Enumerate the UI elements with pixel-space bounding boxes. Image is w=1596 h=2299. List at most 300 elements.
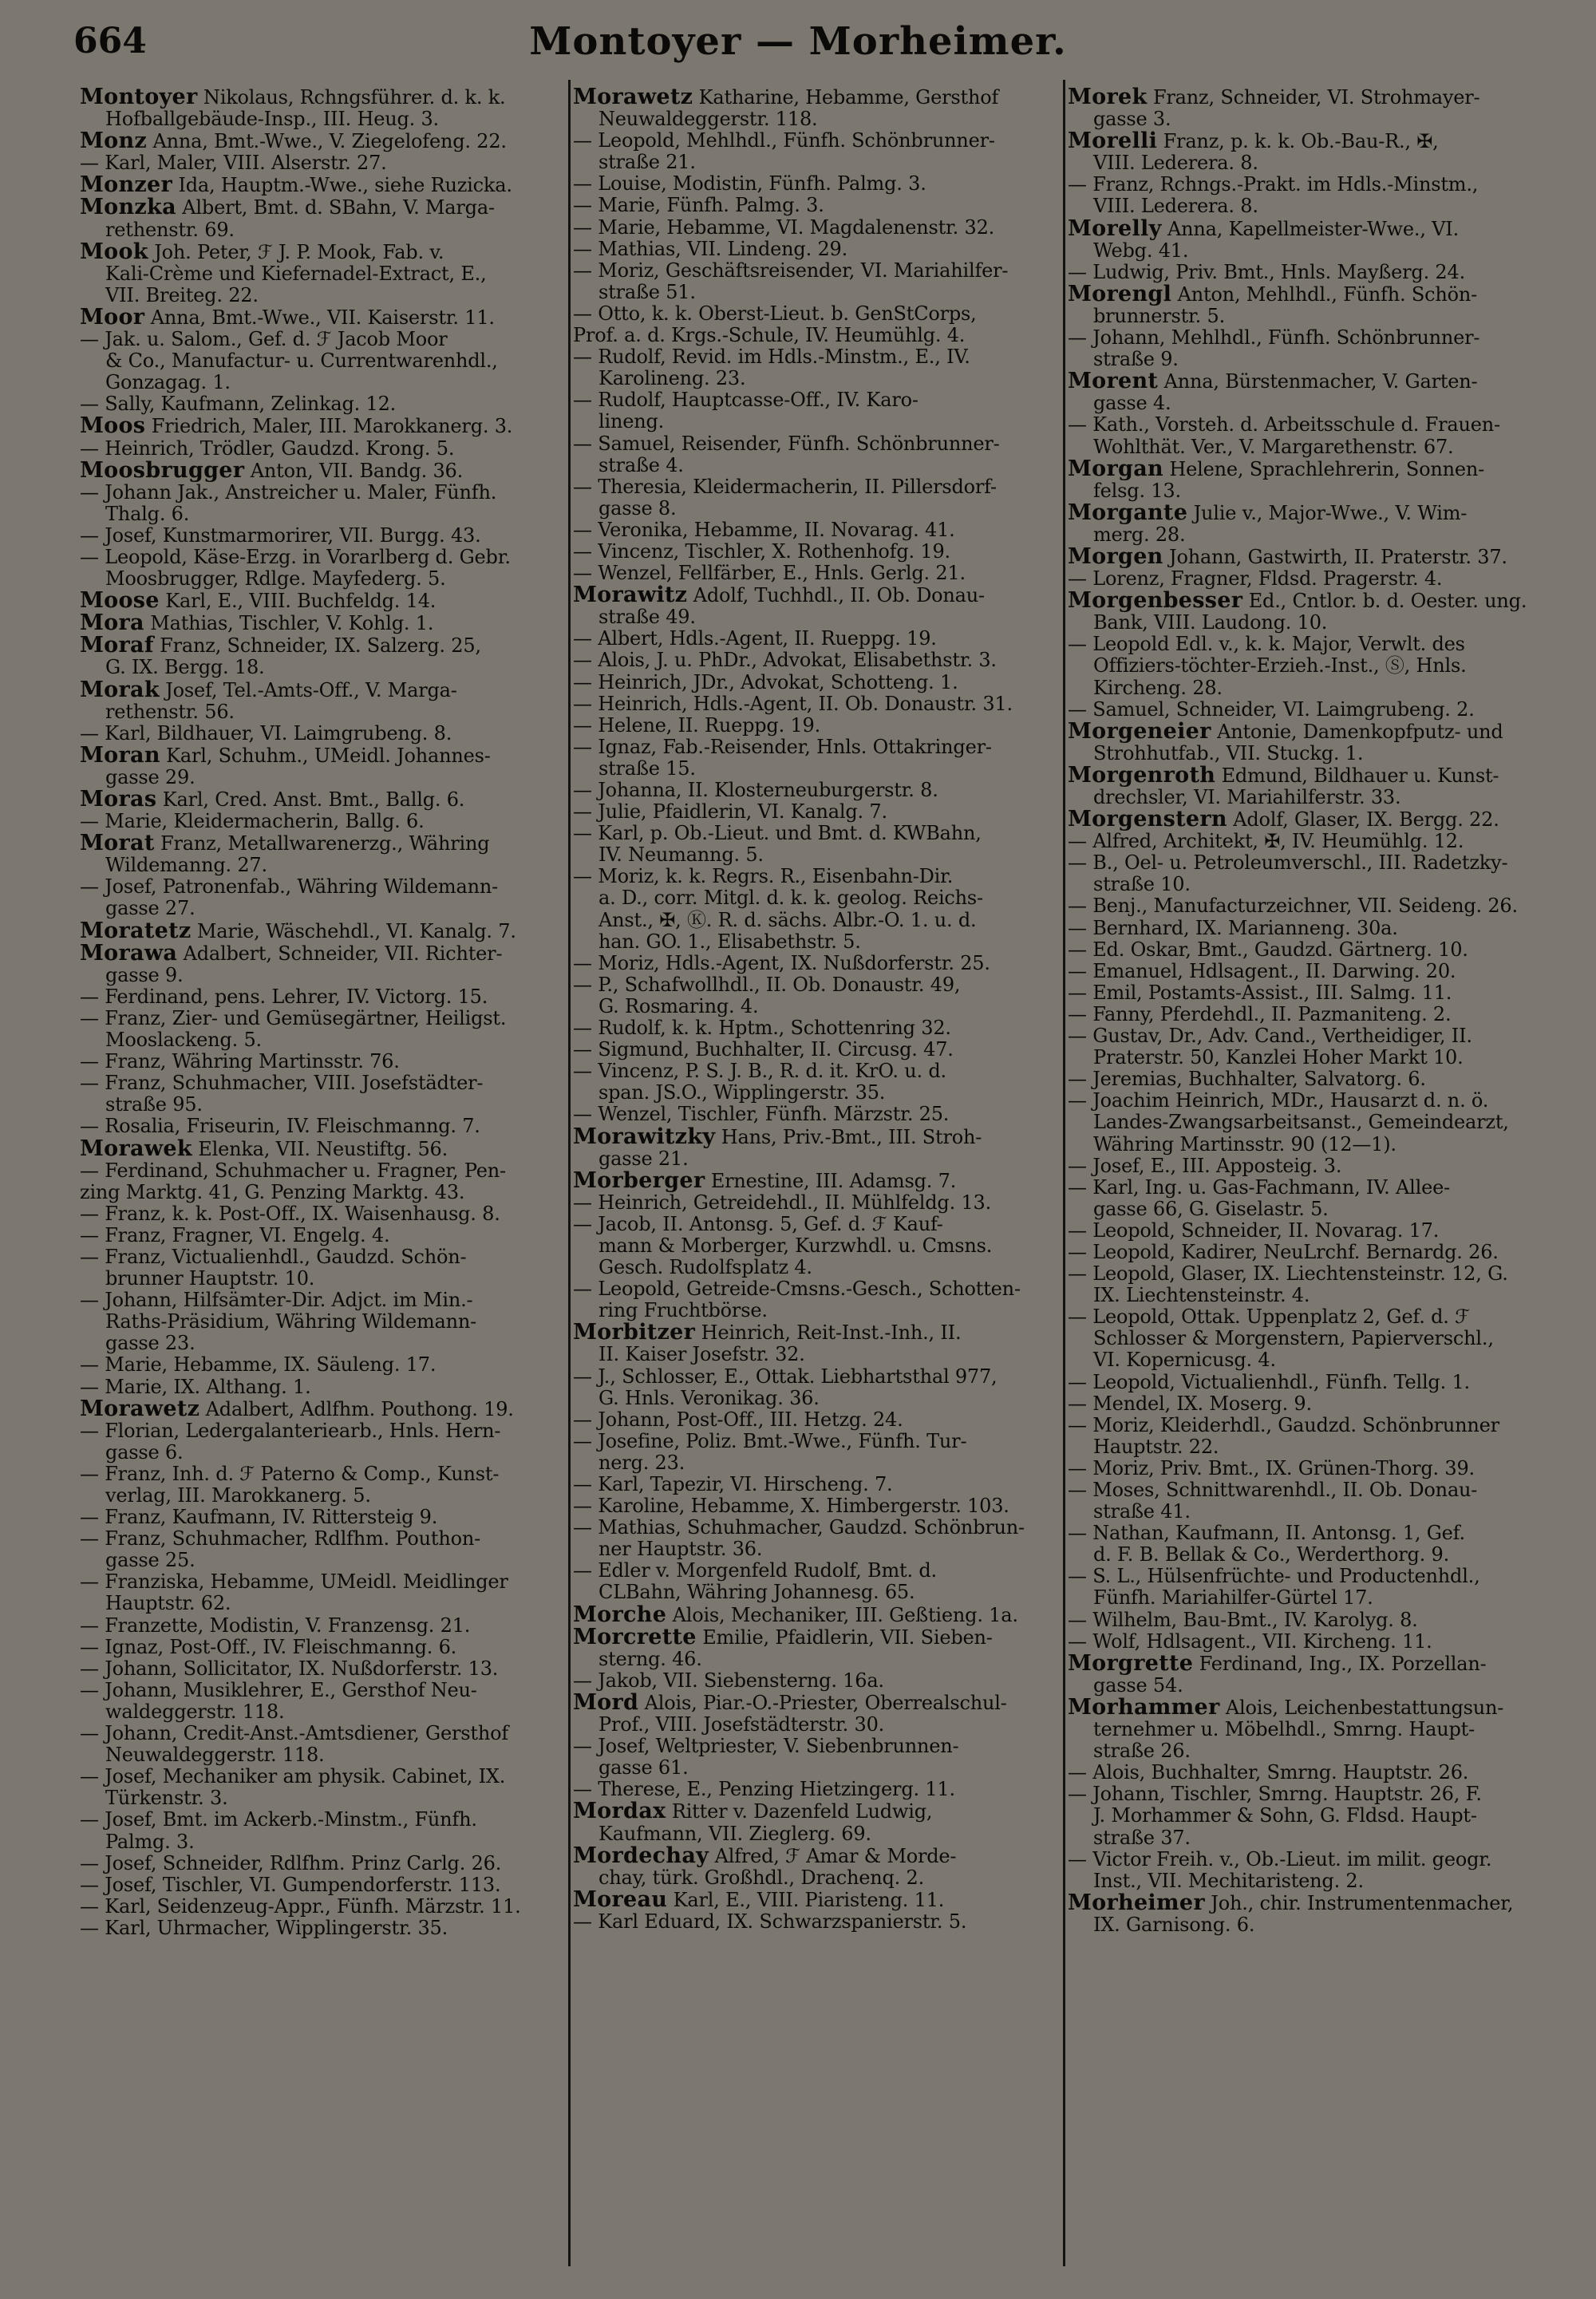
directory-entry: Kaufmann, VII. Zieglerg. 69. — [598, 1823, 871, 1845]
directory-entry: IV. Neumanng. 5. — [598, 844, 764, 867]
directory-entry: Moran Karl, Schuhm., UMeidl. Johannes- — [80, 744, 491, 767]
directory-entry: & Co., Manufactur- u. Currentwarenhdl., — [105, 350, 498, 373]
surname: Morgeneier — [1068, 720, 1211, 743]
surname: Morelli — [1068, 130, 1158, 153]
directory-entry: — Franz, Schuhmacher, Rdlfhm. Pouthon- — [80, 1528, 481, 1550]
directory-entry: — Leopold, Kadirer, NeuLrchf. Bernardg. 26. — [1068, 1241, 1499, 1263]
directory-entry: Montoyer Nikolaus, Rchngsführer. d. k. k. — [80, 86, 506, 109]
directory-entry: straße 37. — [1093, 1827, 1191, 1849]
directory-entry: Prof., VIII. Josefstädterstr. 30. — [598, 1714, 885, 1736]
directory-entry: J. Morhammer & Sohn, G. Fldsd. Haupt- — [1093, 1805, 1477, 1827]
directory-entry: — Otto, k. k. Oberst-Lieut. b. GenStCorps, — [573, 302, 977, 325]
column-left — [80, 86, 567, 2273]
directory-entry: — Josef, Mechaniker am physik. Cabinet, IX. — [80, 1766, 506, 1788]
directory-entry: Morgen Johann, Gastwirth, II. Praterstr. 37. — [1068, 545, 1507, 569]
directory-entry: — Leopold Edl. v., k. k. Major, Verwlt. des — [1068, 634, 1465, 656]
directory-entry: — Ignaz, Post-Off., IV. Fleischmanng. 6. — [80, 1636, 457, 1658]
directory-entry: ternehmer u. Möbelhdl., Smrng. Haupt- — [1093, 1719, 1476, 1741]
directory-entry: gasse 8. — [598, 497, 677, 519]
surname: Morhammer — [1068, 1696, 1220, 1720]
directory-entry: Moose Karl, E., VIII. Buchfeldg. 14. — [80, 590, 437, 613]
directory-entry: — Heinrich, JDr., Advokat, Schotteng. 1. — [573, 671, 958, 693]
directory-entry: Karolineng. 23. — [598, 368, 746, 390]
directory-entry: Hauptstr. 62. — [105, 1593, 231, 1615]
surname: Morgenroth — [1068, 764, 1216, 787]
directory-entry: G. Rosmaring. 4. — [598, 995, 759, 1017]
directory-entry: — Johann, Tischler, Smrng. Hauptstr. 26, F. — [1068, 1784, 1482, 1806]
surname: Morche — [573, 1603, 667, 1626]
directory-entry: Morgenroth Edmund, Bildhauer u. Kunst- — [1068, 764, 1499, 787]
directory-entry: — Karl, Ing. u. Gas-Fachmann, IV. Allee- — [1068, 1176, 1450, 1199]
directory-entry: — Josef, Patronenfab., Währing Wildemann- — [80, 876, 499, 899]
directory-entry: — Bernhard, IX. Marianneng. 30a. — [1068, 917, 1398, 939]
directory-entry: — Johann Jak., Anstreicher u. Maler, Fünfh. — [80, 481, 497, 504]
directory-entry: — Wenzel, Tischler, Fünfh. Märzstr. 25. — [573, 1104, 950, 1126]
directory-entry: Webg. 41. — [1093, 239, 1189, 262]
directory-entry: — Josef, Tischler, VI. Gumpendorferstr. 113. — [80, 1874, 501, 1896]
directory-entry: Morak Josef, Tel.-Amts-Off., V. Marga- — [80, 678, 457, 701]
directory-entry: — Samuel, Schneider, VI. Laimgrubeng. 2. — [1068, 698, 1475, 721]
surname: Morek — [1068, 86, 1148, 109]
directory-entry: — Jeremias, Buchhalter, Salvatorg. 6. — [1068, 1069, 1426, 1091]
directory-entry: — Marie, IX. Althang. 1. — [80, 1376, 311, 1398]
surname: Moran — [80, 744, 160, 767]
directory-entry: — Leopold, Ottak. Uppenplatz 2, Gef. d. ℱ — [1068, 1306, 1470, 1329]
surname: Moos — [80, 415, 146, 438]
directory-entry: — Therese, E., Penzing Hietzingerg. 11. — [573, 1779, 955, 1801]
directory-entry: Monz Anna, Bmt.-Wwe., V. Ziegelofeng. 22. — [80, 130, 507, 153]
directory-entry: — Heinrich, Hdls.-Agent, II. Ob. Donaustr. 31. — [573, 693, 1013, 715]
directory-entry: — Josef, Kunstmarmorirer, VII. Burgg. 43. — [80, 524, 481, 547]
directory-entry: waldeggerstr. 118. — [105, 1701, 285, 1723]
surname: Mook — [80, 240, 148, 263]
directory-entry: mann & Morberger, Kurzwhdl. u. Cmsns. — [598, 1234, 993, 1257]
directory-entry: — Jak. u. Salom., Gef. d. ℱ Jacob Moor — [80, 329, 448, 351]
directory-entry: — Jacob, II. Antonsg. 5, Gef. d. ℱ Kauf- — [573, 1213, 943, 1235]
directory-entry: — Rosalia, Friseurin, IV. Fleischmanng. 7. — [80, 1116, 480, 1138]
directory-entry: — Johann, Sollicitator, IX. Nußdorferstr. 13. — [80, 1657, 499, 1680]
directory-entry: Mordechay Alfred, ℱ Amar & Morde- — [573, 1844, 957, 1867]
directory-entry: — Fanny, Pferdehdl., II. Pazmaniteng. 2. — [1068, 1003, 1452, 1025]
directory-entry: — Marie, Kleidermacherin, Ballg. 6. — [80, 811, 425, 833]
directory-entry: Morhammer Alois, Leichenbestattungsun- — [1068, 1696, 1504, 1720]
directory-entry: Moreau Karl, E., VIII. Piaristeng. 11. — [573, 1888, 945, 1911]
directory-entry: Hauptstr. 22. — [1093, 1436, 1219, 1458]
surname: Moratetz — [80, 919, 192, 942]
directory-entry: straße 41. — [1093, 1501, 1191, 1523]
surname: Morawitz — [573, 584, 688, 607]
directory-entry: Moosbrugger Anton, VII. Bandg. 36. — [80, 459, 464, 482]
directory-entry: sterng. 46. — [598, 1648, 702, 1670]
directory-entry: — Alois, Buchhalter, Smrng. Hauptstr. 26. — [1068, 1762, 1469, 1784]
directory-entry: — Franz, Kaufmann, IV. Rittersteig 9. — [80, 1507, 438, 1529]
directory-entry: — Karl, Tapezir, VI. Hirscheng. 7. — [573, 1474, 893, 1495]
directory-entry: Morawetz Adalbert, Adlfhm. Pouthong. 19. — [80, 1397, 514, 1420]
directory-entry: Morgan Helene, Sprachlehrerin, Sonnen- — [1068, 457, 1485, 480]
directory-entry: — P., Schafwollhdl., II. Ob. Donaustr. 49, — [573, 974, 961, 996]
directory-entry: — Franz, Fragner, VI. Engelg. 4. — [80, 1224, 390, 1246]
directory-entry: Morberger Ernestine, III. Adamsg. 7. — [573, 1169, 957, 1192]
directory-entry: straße 4. — [598, 454, 684, 476]
directory-entry: span. JS.O., Wipplingerstr. 35. — [598, 1082, 886, 1104]
directory-entry: Moras Karl, Cred. Anst. Bmt., Ballg. 6. — [80, 788, 465, 812]
directory-entry: — Rudolf, Revid. im Hdls.-Minstm., E., IV. — [573, 346, 970, 369]
directory-entry: — Samuel, Reisender, Fünfh. Schönbrunner- — [573, 433, 1000, 455]
directory-entry: d. F. B. Bellak & Co., Werderthorg. 9. — [1093, 1544, 1449, 1566]
directory-entry: — Nathan, Kaufmann, II. Antonsg. 1, Gef. — [1068, 1523, 1465, 1545]
directory-entry: Morawitz Adolf, Tuchhdl., II. Ob. Donau- — [573, 584, 985, 607]
surname: Morak — [80, 678, 160, 701]
directory-entry: — Benj., Manufacturzeichner, VII. Seideng. 26. — [1068, 895, 1518, 918]
directory-entry: — Franzette, Modistin, V. Franzensg. 21. — [80, 1614, 471, 1637]
surname: Morgen — [1068, 545, 1163, 569]
directory-entry: — S. L., Hülsenfrüchte- und Productenhdl., — [1068, 1566, 1480, 1588]
directory-entry: — Moriz, k. k. Regrs. R., Eisenbahn-Dir. — [573, 866, 954, 888]
directory-entry: merg. 28. — [1093, 523, 1186, 546]
directory-entry: gasse 21. — [598, 1148, 689, 1170]
directory-entry: Offiziers-töchter-Erzieh.-Inst., Ⓢ, Hnls. — [1093, 655, 1467, 677]
directory-entry: Morawek Elenka, VII. Neustiftg. 56. — [80, 1137, 448, 1160]
directory-entry: Morgeneier Antonie, Damenkopfputz- und — [1068, 720, 1503, 743]
directory-entry: — Wilhelm, Bau-Bmt., IV. Karolyg. 8. — [1068, 1609, 1418, 1631]
page-number: 664 — [73, 21, 147, 61]
directory-entry: — Vincenz, Tischler, X. Rothenhofg. 19. — [573, 540, 950, 563]
surname: Mordechay — [573, 1844, 709, 1867]
directory-entry: straße 26. — [1093, 1740, 1191, 1763]
directory-entry: — Mathias, VII. Lindeng. 29. — [573, 238, 848, 260]
directory-entry: — Leopold, Mehlhdl., Fünfh. Schönbrunner- — [573, 130, 995, 152]
directory-entry: — Leopold, Victualienhdl., Fünfh. Tellg. 1. — [1068, 1371, 1470, 1393]
directory-entry: Morgenbesser Ed., Cntlor. b. d. Oester. ung. — [1068, 590, 1527, 613]
directory-entry: — Rudolf, Hauptcasse-Off., IV. Karo- — [573, 389, 918, 412]
surname: Morbitzer — [573, 1321, 696, 1345]
directory-entry: — B., Oel- u. Petroleumverschl., III. Radetzky- — [1068, 852, 1508, 875]
directory-entry: — Franz, Rchngs.-Prakt. im Hdls.-Minstm., — [1068, 174, 1479, 196]
directory-entry: — Wenzel, Fellfärber, E., Hnls. Gerlg. 21. — [573, 563, 966, 585]
directory-entry: Morgante Julie v., Major-Wwe., V. Wim- — [1068, 501, 1468, 524]
surname: Morat — [80, 832, 155, 855]
directory-entry: gasse 25. — [105, 1550, 196, 1572]
directory-entry: — Julie, Pfaidlerin, VI. Kanalg. 7. — [573, 801, 887, 824]
directory-entry: — Johann, Post-Off., III. Hetzg. 24. — [573, 1408, 903, 1431]
directory-entry: chay, türk. Großhdl., Drachenq. 2. — [598, 1866, 925, 1889]
directory-entry: Gonzagag. 1. — [105, 372, 231, 394]
directory-entry: Morbitzer Heinrich, Reit-Inst.-Inh., II. — [573, 1321, 962, 1345]
directory-entry: — Moriz, Priv. Bmt., IX. Grünen-Thorg. 39. — [1068, 1457, 1475, 1479]
column-divider — [1063, 80, 1065, 2266]
directory-entry: — Mendel, IX. Moserg. 9. — [1068, 1392, 1312, 1415]
directory-entry: Mordax Ritter v. Dazenfeld Ludwig, — [573, 1800, 933, 1823]
surname: Moosbrugger — [80, 459, 245, 482]
surname: Morent — [1068, 370, 1159, 393]
directory-entry: Mooslackeng. 5. — [105, 1029, 262, 1052]
directory-entry: Raths-Präsidium, Währing Wildemann- — [105, 1311, 477, 1333]
directory-entry: G. Hnls. Veronikag. 36. — [598, 1387, 820, 1409]
directory-entry: Neuwaldeggerstr. 118. — [105, 1744, 325, 1767]
surname: Morgan — [1068, 457, 1163, 480]
directory-entry: — Leopold, Getreide-Cmsns.-Gesch., Schotten- — [573, 1278, 1021, 1301]
directory-entry: — Gustav, Dr., Adv. Cand., Vertheidiger, II. — [1068, 1025, 1472, 1048]
directory-entry: — Albert, Hdls.-Agent, II. Rueppg. 19. — [573, 628, 937, 650]
directory-entry: — Helene, II. Rueppg. 19. — [573, 714, 821, 737]
directory-entry: Bank, VIII. Laudong. 10. — [1093, 612, 1328, 634]
directory-entry: — Veronika, Hebamme, II. Novarag. 41. — [573, 519, 955, 541]
directory-entry: Mook Joh. Peter, ℱ J. P. Mook, Fab. v. — [80, 240, 444, 263]
directory-entry: — Moriz, Hdls.-Agent, IX. Nußdorferstr. 25. — [573, 952, 990, 974]
directory-entry: Schlosser & Morgenstern, Papierverschl., — [1093, 1328, 1494, 1350]
surname: Morawa — [80, 942, 178, 965]
directory-entry: VII. Breiteg. 22. — [105, 284, 259, 306]
directory-entry: — Alfred, Architekt, ✠, IV. Heumühlg. 12. — [1068, 831, 1464, 853]
directory-entry: Morelly Anna, Kapellmeister-Wwe., VI. — [1068, 217, 1460, 240]
surname: Morgenstern — [1068, 808, 1227, 832]
directory-entry: Prof. a. d. Krgs.-Schule, IV. Heumühlg. 4. — [573, 325, 966, 347]
column-divider — [568, 80, 571, 2266]
directory-entry: — Johann, Hilfsämter-Dir. Adjct. im Min.- — [80, 1290, 473, 1312]
directory-entry: — Heinrich, Getreidehdl., II. Mühlfeldg. 13. — [573, 1191, 992, 1214]
directory-entry: — Emil, Postamts-Assist., III. Salmg. 11. — [1068, 982, 1452, 1004]
surname: Moras — [80, 788, 157, 812]
directory-entry: Morelli Franz, p. k. k. Ob.-Bau-R., ✠, — [1068, 130, 1439, 153]
directory-entry: Landes-Zwangsarbeitsanst., Gemeindearzt, — [1093, 1112, 1509, 1134]
directory-entry: nerg. 23. — [598, 1452, 685, 1474]
surname: Morheimer — [1068, 1891, 1205, 1914]
directory-entry: — Heinrich, Trödler, Gaudzd. Krong. 5. — [80, 437, 455, 460]
directory-entry: — Johann, Mehlhdl., Fünfh. Schönbrunner- — [1068, 327, 1480, 350]
directory-entry: — Josef, Bmt. im Ackerb.-Minstm., Fünfh. — [80, 1809, 477, 1831]
directory-entry: — Ed. Oskar, Bmt., Gaudzd. Gärtnerg. 10. — [1068, 938, 1468, 961]
directory-entry: Morek Franz, Schneider, VI. Strohmayer- — [1068, 86, 1480, 109]
page-title: Montoyer — Morheimer. — [529, 19, 1067, 64]
directory-entry: VIII. Lederera. 8. — [1093, 196, 1258, 218]
directory-entry: Morheimer Joh., chir. Instrumentenmacher, — [1068, 1891, 1514, 1914]
directory-entry: — Josefine, Poliz. Bmt.-Wwe., Fünfh. Tur- — [573, 1430, 967, 1452]
directory-entry: straße 21. — [598, 152, 696, 174]
directory-entry: drechsler, VI. Mariahilferstr. 33. — [1093, 787, 1401, 808]
directory-entry: — Moriz, Kleiderhdl., Gaudzd. Schönbrunner — [1068, 1414, 1499, 1436]
directory-entry: Neuwaldeggerstr. 118. — [598, 109, 818, 131]
surname: Mord — [573, 1691, 639, 1715]
directory-entry: — Marie, Fünfh. Palmg. 3. — [573, 195, 824, 217]
directory-entry: Anst., ✠, Ⓚ. R. d. sächs. Albr.-O. 1. u. d. — [598, 909, 977, 931]
directory-entry: Moosbrugger, Rdlge. Mayfederg. 5. — [105, 568, 446, 591]
directory-entry: — Franz, k. k. Post-Off., IX. Waisenhausg. 8. — [80, 1203, 500, 1225]
directory-entry: — Josef, Schneider, Rdlfhm. Prinz Carlg. 26. — [80, 1852, 502, 1874]
directory-entry: gasse 6. — [105, 1441, 184, 1464]
directory-entry: a. D., corr. Mitgl. d. k. k. geolog. Reichs- — [598, 887, 983, 910]
directory-entry: Moratetz Marie, Wäschehdl., VI. Kanalg. 7. — [80, 919, 516, 942]
directory-entry: Fünfh. Mariahilfer-Gürtel 17. — [1093, 1587, 1373, 1610]
directory-entry: straße 9. — [1093, 349, 1179, 371]
surname: Monz — [80, 130, 148, 153]
directory-entry: — Franz, Währing Martinsstr. 76. — [80, 1051, 400, 1073]
directory-entry: Wohlthät. Ver., V. Margarethenstr. 67. — [1093, 436, 1454, 458]
directory-entry: Hofballgebäude-Insp., III. Heug. 3. — [105, 109, 439, 131]
column-middle — [573, 86, 1061, 2273]
directory-entry: gasse 3. — [1093, 109, 1171, 131]
directory-entry: ring Fruchtbörse. — [598, 1300, 768, 1322]
directory-entry: — Johann, Musiklehrer, E., Gersthof Neu- — [80, 1679, 477, 1701]
directory-entry: han. GO. 1., Elisabethstr. 5. — [598, 930, 861, 953]
directory-entry: — Rudolf, k. k. Hptm., Schottenring 32. — [573, 1017, 951, 1040]
directory-entry: — Florian, Ledergalanteriearb., Hnls. Hern- — [80, 1420, 501, 1442]
directory-entry: gasse 23. — [105, 1333, 196, 1355]
directory-entry: gasse 61. — [598, 1757, 689, 1780]
directory-entry: felsg. 13. — [1093, 480, 1181, 502]
surname: Morcrette — [573, 1625, 697, 1649]
directory-entry: Morawetz Katharine, Hebamme, Gersthof — [573, 86, 999, 109]
directory-entry: brunnerstr. 5. — [1093, 305, 1226, 327]
directory-entry: — Louise, Modistin, Fünfh. Palmg. 3. — [573, 173, 926, 196]
directory-entry: Mora Mathias, Tischler, V. Kohlg. 1. — [80, 612, 434, 635]
directory-entry: gasse 4. — [1093, 393, 1171, 415]
surname: Morberger — [573, 1169, 705, 1192]
surname: Monzka — [80, 196, 176, 219]
surname: Moraf — [80, 634, 154, 658]
directory-entry: Morcrette Emilie, Pfaidlerin, VII. Sieben- — [573, 1625, 993, 1649]
directory-entry: — Karl, Maler, VIII. Alserstr. 27. — [80, 152, 387, 175]
directory-entry: Mord Alois, Piar.-O.-Priester, Oberrealschul- — [573, 1691, 1007, 1715]
directory-entry: straße 49. — [598, 606, 696, 629]
directory-entry: Morgrette Ferdinand, Ing., IX. Porzellan- — [1068, 1652, 1487, 1675]
directory-entry: gasse 29. — [105, 766, 196, 788]
directory-entry: — Josef, E., III. Apposteig. 3. — [1068, 1155, 1342, 1177]
directory-entry: — Joachim Heinrich, MDr., Hausarzt d. n. ö. — [1068, 1090, 1489, 1112]
directory-entry: — Franz, Victualienhdl., Gaudzd. Schön- — [80, 1246, 467, 1268]
directory-entry: Türkenstr. 3. — [105, 1787, 228, 1810]
directory-entry: Währing Martinsstr. 90 (12—1). — [1093, 1133, 1396, 1155]
directory-entry: — Johann, Credit-Anst.-Amtsdiener, Gersthof — [80, 1723, 509, 1745]
directory-entry: — Karoline, Hebamme, X. Himbergerstr. 103. — [573, 1495, 1009, 1518]
directory-entry: — Ludwig, Priv. Bmt., Hnls. Mayßerg. 24. — [1068, 261, 1465, 283]
directory-entry: Morengl Anton, Mehlhdl., Fünfh. Schön- — [1068, 282, 1478, 306]
directory-entry: — Leopold, Glaser, IX. Liechtensteinstr. 12, G. — [1068, 1263, 1508, 1286]
surname: Morawetz — [80, 1397, 200, 1420]
directory-entry: G. IX. Bergg. 18. — [105, 657, 265, 679]
directory-entry: Thalg. 6. — [105, 503, 190, 525]
directory-entry: gasse 9. — [105, 964, 184, 986]
surname: Morgenbesser — [1068, 590, 1243, 613]
directory-entry: — Mathias, Schuhmacher, Gaudzd. Schönbrun- — [573, 1517, 1025, 1539]
directory-entry: Morgenstern Adolf, Glaser, IX. Bergg. 22. — [1068, 808, 1499, 832]
directory-entry: — Emanuel, Hdlsagent., II. Darwing. 20. — [1068, 960, 1456, 982]
directory-entry: — Karl, Seidenzeug-Appr., Fünfh. Märzstr. 11. — [80, 1895, 521, 1918]
surname: Mora — [80, 612, 144, 635]
directory-entry: straße 15. — [598, 757, 696, 780]
directory-entry: — Josef, Weltpriester, V. Siebenbrunnen- — [573, 1736, 959, 1758]
directory-entry: — Sally, Kaufmann, Zelinkag. 12. — [80, 393, 397, 416]
directory-entry: brunner Hauptstr. 10. — [105, 1268, 315, 1290]
directory-entry: Praterstr. 50, Kanzlei Hoher Markt 10. — [1093, 1047, 1464, 1069]
surname: Morawetz — [573, 86, 693, 109]
directory-entry: — Karl, Bildhauer, VI. Laimgrubeng. 8. — [80, 722, 452, 745]
directory-entry: — Victor Freih. v., Ob.-Lieut. im milit. geogr. — [1068, 1848, 1492, 1870]
directory-entry: Palmg. 3. — [105, 1831, 195, 1853]
directory-entry: — Karl, p. Ob.-Lieut. und Bmt. d. KWBahn, — [573, 823, 982, 845]
directory-entry: — Ferdinand, Schuhmacher u. Fragner, Pen- — [80, 1159, 506, 1182]
surname: Moreau — [573, 1888, 668, 1911]
directory-entry: gasse 66, G. Giselastr. 5. — [1093, 1198, 1329, 1220]
directory-entry: — Edler v. Morgenfeld Rudolf, Bmt. d. — [573, 1560, 937, 1582]
directory-entry: — Marie, Hebamme, VI. Magdalenenstr. 32. — [573, 216, 995, 239]
directory-entry: — Leopold, Käse-Erzg. in Vorarlberg d. Gebr. — [80, 546, 511, 568]
directory-entry: — Jakob, VII. Siebensterng. 16a. — [573, 1669, 884, 1692]
directory-entry: — Franz, Zier- und Gemüsegärtner, Heiligst. — [80, 1007, 507, 1029]
directory-entry: — Franz, Schuhmacher, VIII. Josefstädter- — [80, 1072, 484, 1095]
surname: Morengl — [1068, 282, 1172, 306]
directory-entry: verlag, III. Marokkanerg. 5. — [105, 1485, 371, 1507]
surname: Moor — [80, 306, 145, 330]
directory-entry: Kali-Crème und Kiefernadel-Extract, E., — [105, 263, 487, 285]
surname: Montoyer — [80, 86, 198, 109]
directory-entry: — Ignaz, Fab.-Reisender, Hnls. Ottakringer- — [573, 736, 992, 758]
directory-entry: — Sigmund, Buchhalter, II. Circusg. 47. — [573, 1039, 954, 1061]
directory-entry: — Johanna, II. Klosterneuburgerstr. 8. — [573, 780, 938, 801]
directory-entry: zing Marktg. 41, G. Penzing Marktg. 43. — [80, 1181, 465, 1203]
directory-entry: Morche Alois, Mechaniker, III. Geßtieng. 1a. — [573, 1603, 1018, 1626]
directory-entry: IX. Liechtensteinstr. 4. — [1093, 1285, 1310, 1307]
directory-entry: II. Kaiser Josefstr. 32. — [598, 1344, 805, 1366]
directory-entry: — J., Schlosser, E., Ottak. Liebhartsthal 977, — [573, 1365, 998, 1388]
directory-entry: — Lorenz, Fragner, Fldsd. Pragerstr. 4. — [1068, 568, 1443, 591]
directory-entry: Morawa Adalbert, Schneider, VII. Richter- — [80, 942, 503, 965]
directory-entry: straße 51. — [598, 281, 696, 303]
directory-entry: Moraf Franz, Schneider, IX. Salzerg. 25, — [80, 634, 481, 658]
directory-entry: — Kath., Vorsteh. d. Arbeitsschule d. Frauen- — [1068, 414, 1500, 436]
directory-entry: — Karl Eduard, IX. Schwarzspanierstr. 5. — [573, 1910, 967, 1933]
directory-entry: — Franziska, Hebamme, UMeidl. Meidlinger — [80, 1571, 508, 1594]
directory-entry: Moor Anna, Bmt.-Wwe., VII. Kaiserstr. 11. — [80, 306, 495, 330]
surname: Morelly — [1068, 217, 1162, 240]
directory-entry: straße 10. — [1093, 874, 1191, 896]
directory-entry: Morat Franz, Metallwarenerzg., Währing — [80, 832, 490, 855]
directory-entry: Monzer Ida, Hauptm.-Wwe., siehe Ruzicka. — [80, 174, 512, 197]
page-header — [0, 18, 1596, 69]
directory-entry: Inst., VII. Mechitaristeng. 2. — [1093, 1870, 1364, 1892]
directory-entry: — Franz, Inh. d. ℱ Paterno & Comp., Kunst- — [80, 1463, 500, 1485]
directory-entry: ner Hauptstr. 36. — [598, 1539, 763, 1561]
surname: Morawek — [80, 1137, 192, 1160]
directory-entry: Wildemanng. 27. — [105, 855, 267, 877]
directory-entry: Gesch. Rudolfsplatz 4. — [598, 1257, 812, 1279]
directory-entry: — Karl, Uhrmacher, Wipplingerstr. 35. — [80, 1917, 448, 1939]
directory-entry: — Alois, J. u. PhDr., Advokat, Elisabethstr. 3. — [573, 650, 997, 672]
directory-entry: Monzka Albert, Bmt. d. SBahn, V. Marga- — [80, 196, 495, 219]
directory-entry: gasse 54. — [1093, 1674, 1183, 1697]
directory-entry: — Marie, Hebamme, IX. Säuleng. 17. — [80, 1354, 437, 1377]
directory-entry: VIII. Lederera. 8. — [1093, 152, 1258, 175]
directory-entry: rethenstr. 56. — [105, 701, 235, 723]
directory-entry: — Ferdinand, pens. Lehrer, IV. Victorg. 15. — [80, 986, 488, 1008]
directory-entry: Morawitzky Hans, Priv.-Bmt., III. Stroh- — [573, 1125, 982, 1148]
directory-entry: — Vincenz, P. S. J. B., R. d. it. KrO. u. d. — [573, 1061, 946, 1083]
directory-entry: Strohhutfab., VII. Stuckg. 1. — [1093, 742, 1364, 764]
surname: Moose — [80, 590, 160, 613]
directory-entry: — Leopold, Schneider, II. Novarag. 17. — [1068, 1219, 1440, 1242]
directory-entry: Morent Anna, Bürstenmacher, V. Garten- — [1068, 370, 1478, 393]
directory-entry: IX. Garnisong. 6. — [1093, 1914, 1255, 1936]
surname: Morawitzky — [573, 1125, 716, 1148]
directory-entry: rethenstr. 69. — [105, 219, 235, 241]
directory-entry: CLBahn, Währing Johannesg. 65. — [598, 1582, 915, 1604]
directory-entry: Kircheng. 28. — [1093, 677, 1223, 699]
directory-entry: gasse 27. — [105, 898, 196, 920]
directory-entry: — Theresia, Kleidermacherin, II. Pillersdorf- — [573, 476, 997, 498]
column-right — [1068, 86, 1556, 2273]
directory-entry: lineng. — [598, 411, 665, 433]
surname: Morgante — [1068, 501, 1188, 524]
directory-entry: — Wolf, Hdlsagent., VII. Kircheng. 11. — [1068, 1630, 1432, 1653]
